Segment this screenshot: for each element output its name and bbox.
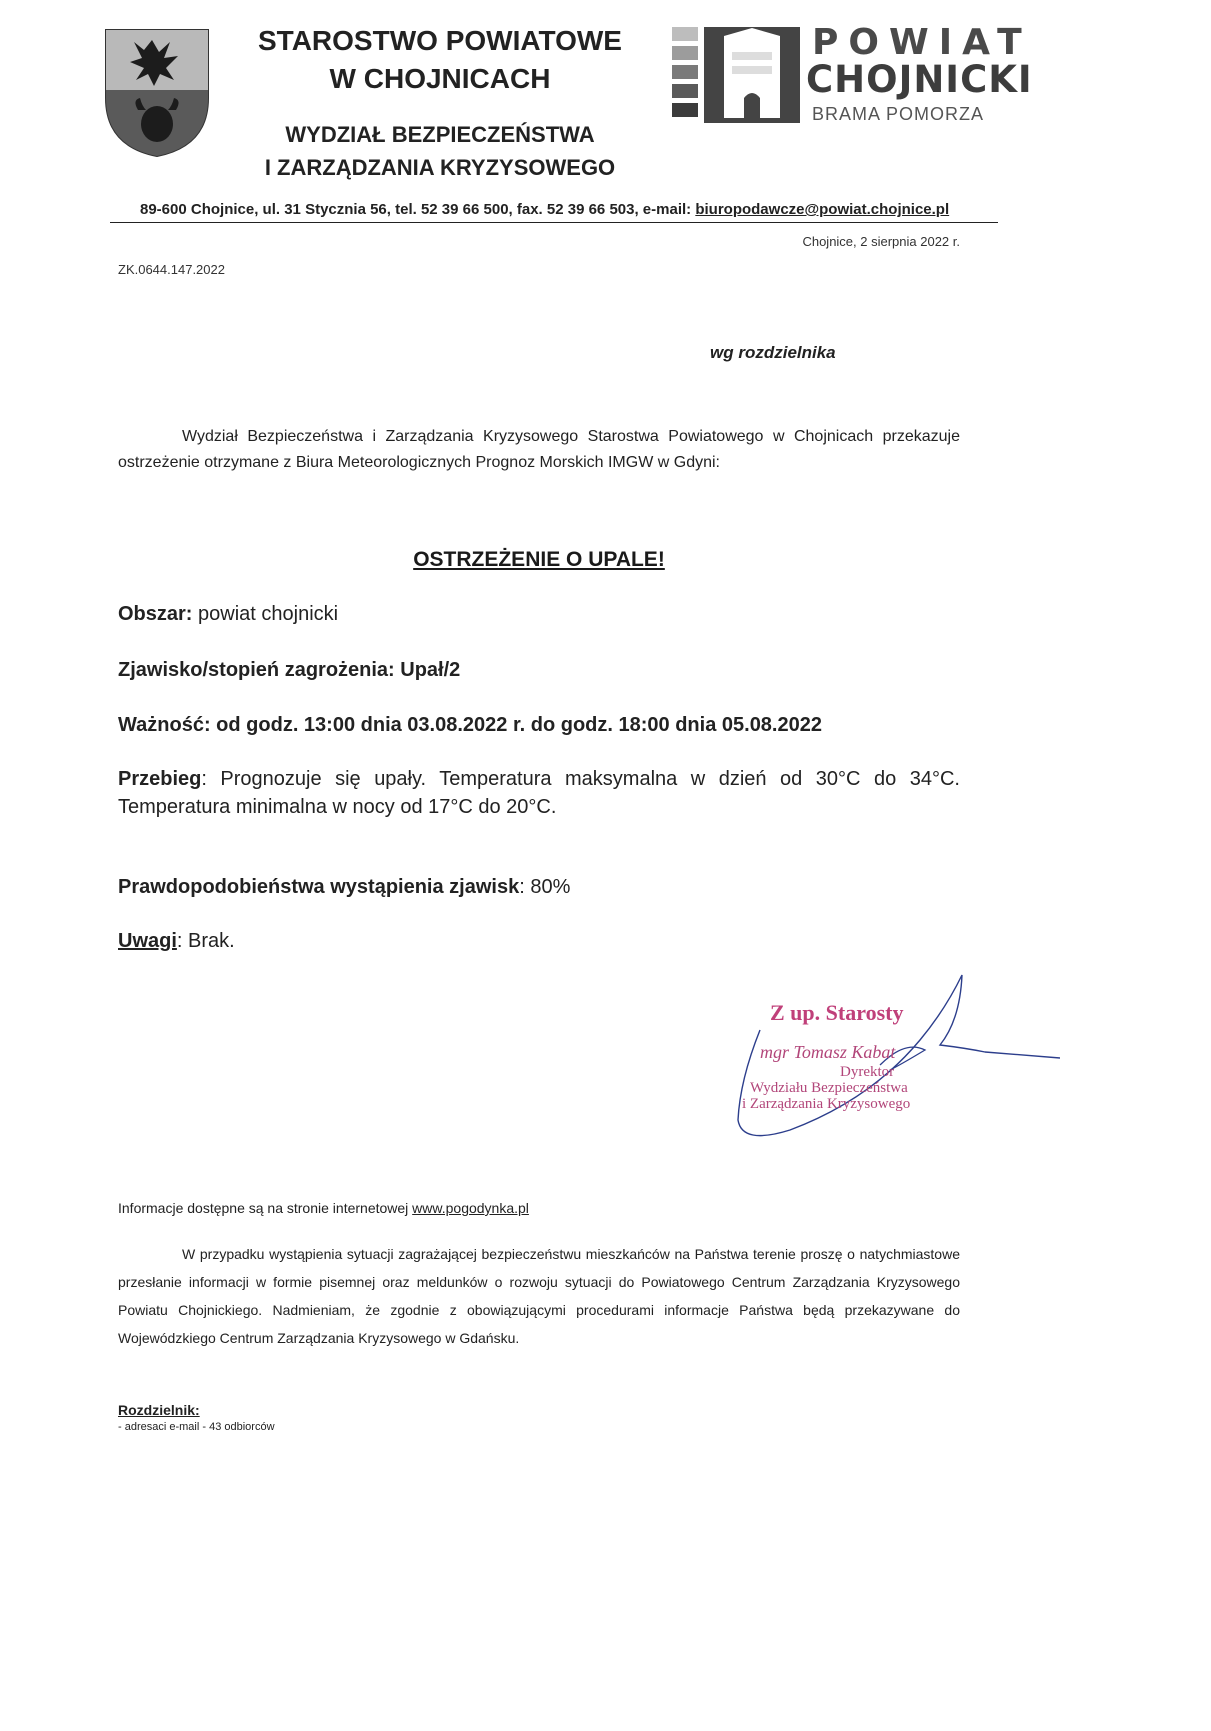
warning-heading: OSTRZEŻENIE O UPALE!	[413, 548, 665, 571]
notes-value: : Brak.	[176, 930, 235, 952]
area-row	[118, 603, 338, 626]
logo-powiat: POWIAT	[812, 22, 1032, 63]
stamp-line4: Wydziału Bezpieczeństwa	[750, 1080, 908, 1096]
info-line	[118, 1200, 529, 1216]
probability-row	[118, 876, 570, 899]
contact-text: 89-600 Chojnice, ul. 31 Stycznia 56, tel. 52 39 66 500, fax. 52 39 66 503, e-mail:	[140, 201, 696, 218]
department-line1: WYDZIAŁ BEZPIECZEŃSTWA	[285, 122, 595, 147]
distribution-title: Rozdzielnik:	[118, 1402, 200, 1418]
distribution-item: - adresaci e-mail - 43 odbiorców	[118, 1421, 275, 1433]
header-divider	[110, 222, 998, 223]
contact-line	[140, 201, 1020, 218]
logo-brama-pomorza: BRAMA POMORZA	[812, 104, 985, 124]
notes-label: Uwagi	[118, 930, 177, 952]
notes-row	[118, 930, 235, 953]
reference-number: ZK.0644.147.2022	[118, 262, 225, 277]
probability-label: Prawdopodobieństwa wystąpienia zjawisk	[118, 876, 520, 898]
pogodynka-link[interactable]: www.pogodynka.pl	[412, 1200, 529, 1216]
contact-email-link[interactable]: biuropodawcze@powiat.chojnice.pl	[695, 201, 950, 218]
office-title-line2: W CHOJNICACH	[329, 63, 551, 94]
signature-stamp	[730, 970, 1060, 1145]
validity-value: od godz. 13:00 dnia 03.08.2022 r. do godz. 18:00 dnia 05.08.2022	[216, 714, 822, 736]
course-value: : Prognozuje się upały. Temperatura maksymalna w dzień od 30°C do 34°C. Temperatura minimalna w nocy od 17°C do 20°C.	[118, 768, 960, 818]
area-value: powiat chojnicki	[198, 603, 339, 625]
logo-chojnicki: CHOJNICKI	[806, 58, 1033, 101]
footer-paragraph: W przypadku wystąpienia sytuacji zagrażającej bezpieczeństwu mieszkańców na Państwa terenie proszę o natychmiastowe przesłanie informacji w formie pisemnej oraz meldunków o rozwoju sytuacji do Powiatowego Centrum Zarządzania Kryzysowego Powiatu Chojnickiego. Nadmieniam, że zgodnie z obowiązującymi procedurami informacje Państwa będą przekazywane do Wojewódzkiego Centrum Zarządzania Kryzysowego w Gdańsku.	[118, 1246, 960, 1346]
phenomenon-text: Zjawisko/stopień zagrożenia: Upał/2	[118, 659, 461, 681]
stamp-line5: i Zarządzania Kryzysowego	[742, 1096, 911, 1112]
department-line2: I ZARZĄDZANIA KRYZYSOWEGO	[264, 155, 616, 180]
stamp-line1: Z up. Starosty	[770, 1000, 904, 1025]
probability-value: : 80%	[519, 876, 571, 898]
area-label: Obszar:	[118, 603, 193, 625]
coat-of-arms	[104, 28, 210, 158]
course-label: Przebieg	[118, 768, 202, 790]
info-text: Informacje dostępne są na stronie internetowej	[118, 1200, 413, 1216]
place-date: Chojnice, 2 sierpnia 2022 r.	[802, 234, 960, 249]
recipient: wg rozdzielnika	[710, 343, 836, 362]
stamp-line3: Dyrektor	[840, 1064, 895, 1080]
office-title-line1: STAROSTWO POWIATOWE	[258, 25, 622, 56]
stamp-line2: mgr Tomasz Kabat	[760, 1042, 896, 1062]
validity-row	[118, 714, 822, 737]
intro-paragraph: Wydział Bezpieczeństwa i Zarządzania Kryzysowego Starostwa Powiatowego w Chojnicach przekazuje ostrzeżenie otrzymane z Biura Meteorologicznych Prognoz Morskich IMGW w Gdyni:	[118, 428, 960, 471]
course-row	[118, 765, 960, 821]
phenomenon-row	[118, 659, 460, 682]
validity-label: Ważność:	[118, 714, 211, 736]
